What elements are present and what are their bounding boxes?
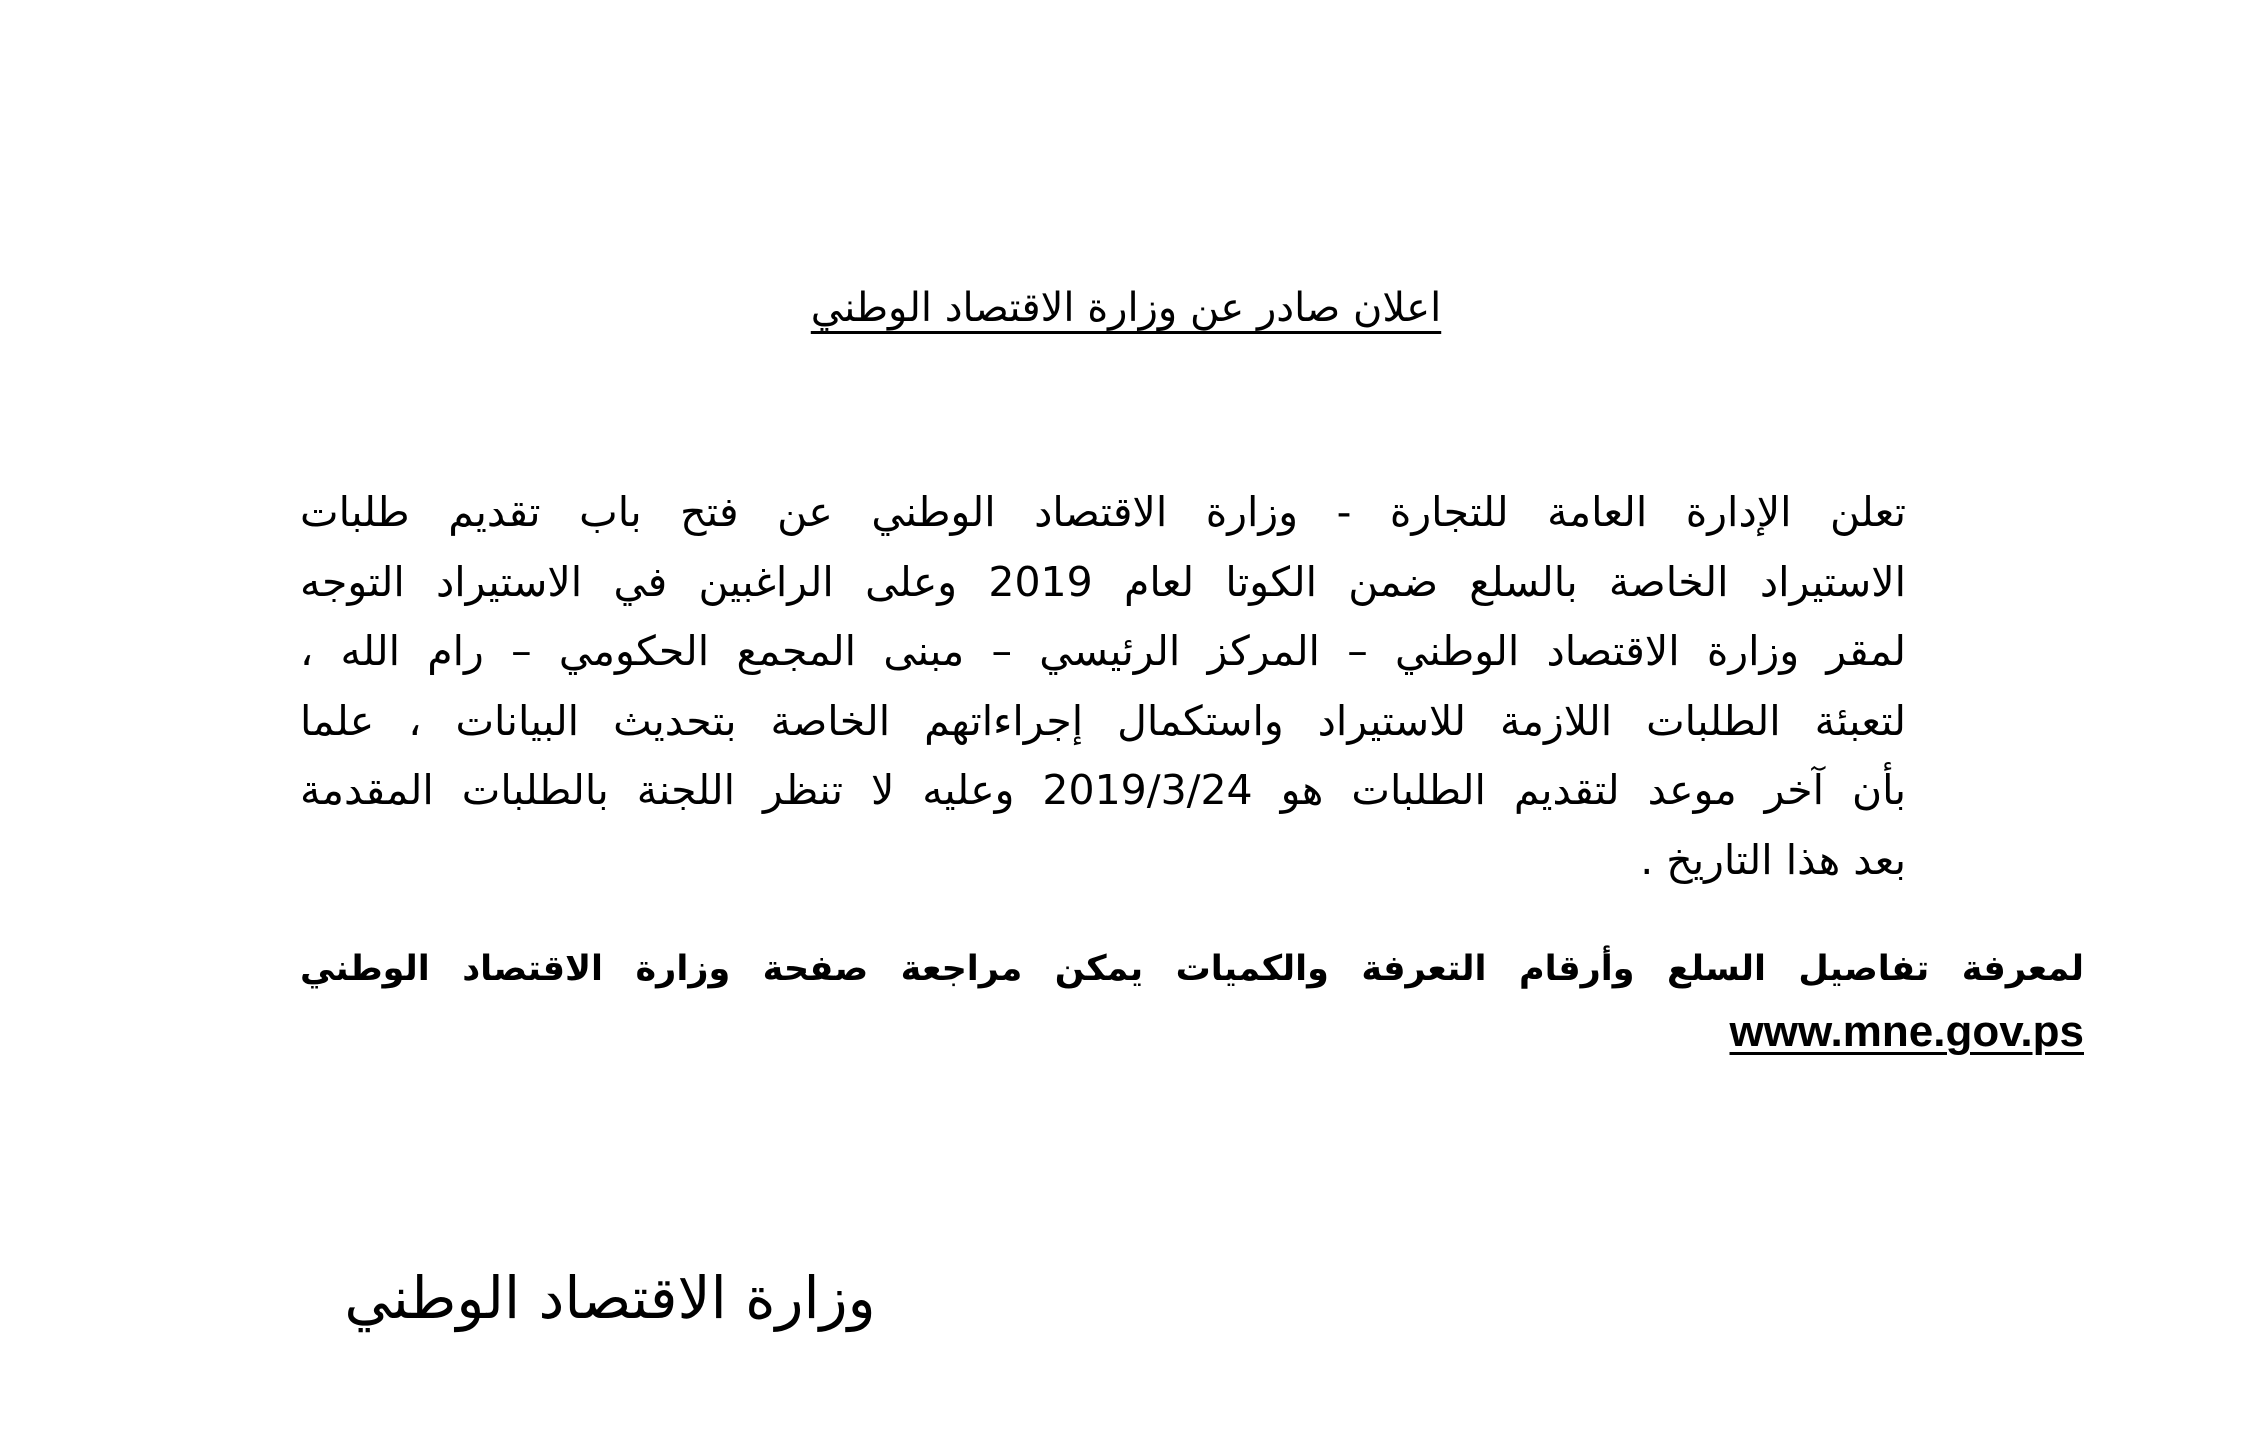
- body-line: لتعبئة الطلبات اللازمة للاستيراد واستكمال إجراءاتهم الخاصة بتحديث البيانات ، علما: [300, 696, 1906, 745]
- body-line: تعلن الإدارة العامة للتجارة - وزارة الاقتصاد الوطني عن فتح باب تقديم طلبات: [300, 488, 1906, 536]
- ministry-signature: وزارة الاقتصاد الوطني: [344, 1264, 876, 1332]
- announcement-title: اعلان صادر عن وزارة الاقتصاد الوطني: [810, 285, 1442, 331]
- body-line: لمقر وزارة الاقتصاد الوطني – المركز الرئيسي – مبنى المجمع الحكومي – رام الله ،: [300, 627, 1906, 675]
- body-line: الاستيراد الخاصة بالسلع ضمن الكوتا لعام 2019 وعلى الراغبين في الاستيراد التوجه: [300, 557, 1906, 606]
- announcement-body: [300, 478, 1906, 895]
- details-note: لمعرفة تفاصيل السلع وأرقام التعرفة والكميات يمكن مراجعة صفحة وزارة الاقتصاد الوطني: [300, 949, 2084, 989]
- body-line: بأن آخر موعد لتقديم الطلبات هو 2019/3/24 وعليه لا تنظر اللجنة بالطلبات المقدمة: [300, 766, 1907, 814]
- ministry-website-link[interactable]: www.mne.gov.ps: [1729, 1007, 2084, 1056]
- body-line: بعد هذا التاريخ .: [1640, 835, 1906, 884]
